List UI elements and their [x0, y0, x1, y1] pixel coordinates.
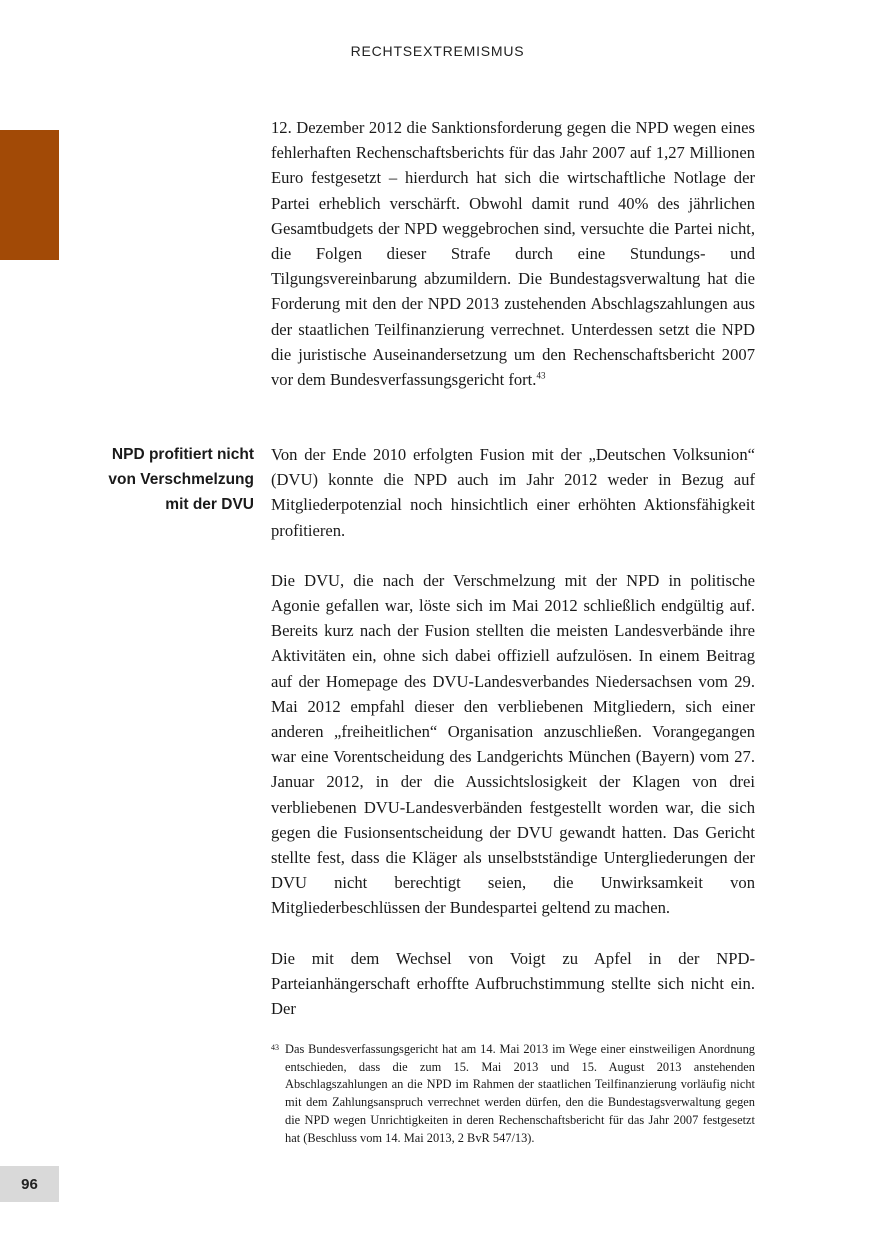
- margin-heading-line-3: mit der DVU: [165, 496, 254, 513]
- body-text-block-2: [271, 442, 755, 1021]
- running-header: RECHTSEXTREMISMUS: [350, 43, 525, 59]
- footnote-number: 43: [271, 1043, 279, 1052]
- chapter-color-tab: [0, 130, 59, 260]
- margin-heading: [60, 442, 254, 517]
- body-text-block-1: [271, 115, 755, 392]
- paragraph-1-text: 12. Dezember 2012 die Sanktionsforderung gegen die NPD wegen eines fehlerhaften Rechenschaftsberichts für das Jahr 2007 auf 1,27 Millionen Euro festgesetzt – hierdurch hat sich die wirtschaftliche Notlage der Partei erheblich verschärft. Obwohl damit rund 40% des jährlichen Gesamtbudgets der NPD weggebrochen sind, versuchte die Partei nicht, die Folgen dieser Strafe durch eine Stundungs- und Tilgungsvereinbarung abzumildern. Die Bundestagsverwaltung hat die Forderung mit den der NPD 2013 zustehenden Abschlagszahlungen aus der staatlichen Teilfinanzierung verrechnet. Unterdessen setzt die NPD die juristische Auseinandersetzung um den Rechenschaftsbericht 2007 vor dem Bundesverfassungsgericht fort.: [271, 118, 755, 390]
- paragraph-2: Von der Ende 2010 erfolgten Fusion mit der „Deutschen Volksunion“ (DVU) konnte die NPD auch im Jahr 2012 weder in Bezug auf Mitgliederpotenzial noch hinsichtlich einer erhöhten Aktionsfähigkeit profitieren.: [271, 445, 755, 540]
- paragraph-3: Die DVU, die nach der Verschmelzung mit der NPD in politische Agonie gefallen war, löste sich im Mai 2012 schließlich endgültig auf. Bereits kurz nach der Fusion stellten die meisten Landesverbände ihre Aktivitäten ein, ohne sich dabei offiziell aufzulösen. In einem Beitrag auf der Homepage des DVU-Landesverbandes Niedersachsen vom 29. Mai 2012 empfahl dieser den verbliebenen Mitgliedern, sich einer anderen „freiheitlichen“ Organisation anzuschließen. Vorangegangen war eine Vorentscheidung des Landgerichts München (Bayern) vom 27. Januar 2012, in der die Aussichtslosigkeit der Klagen von drei verbliebenen DVU-Landesverbänden festgestellt worden war, die sich gegen die Fusionsentscheidung der DVU gewandt hatten. Das Gericht stellte fest, dass die Kläger als unselbstständige Untergliederungen der DVU nicht berechtigt seien, die Unwirksamkeit von Mitgliederbeschlüssen der Bundespartei geltend zu machen.: [271, 570, 755, 918]
- page-number: 96: [0, 1166, 59, 1202]
- paragraph-1: [271, 115, 755, 392]
- paragraph-4: Die mit dem Wechsel von Voigt zu Apfel in der NPD-Parteianhängerschaft erhoffte Aufbruchstimmung stellte sich nicht ein. Der: [271, 948, 755, 1019]
- footnote-ref-43[interactable]: 43: [536, 370, 546, 381]
- footnote-text: Das Bundesverfassungsgericht hat am 14. Mai 2013 im Wege einer einstweiligen Anordnung entschieden, dass die zum 15. Mai 2013 und 15. August 2013 anstehenden Abschlagszahlungen an die NPD im Rahmen der staatlichen Teilfinanzierung vorläufig nicht mit dem Zahlungsanspruch verrechnet werden dürfen, den die Bundestagsverwaltung gegen die NPD wegen Unrichtigkeiten in deren Rechenschaftsbericht für das Jahr 2007 festgesetzt hat (Beschluss vom 14. Mai 2013, 2 BvR 547/13).: [285, 1042, 755, 1145]
- margin-heading-line-1: NPD profitiert nicht: [111, 446, 254, 463]
- footnote-43: [271, 1041, 755, 1147]
- margin-heading-line-2: von Verschmelzung: [108, 471, 254, 488]
